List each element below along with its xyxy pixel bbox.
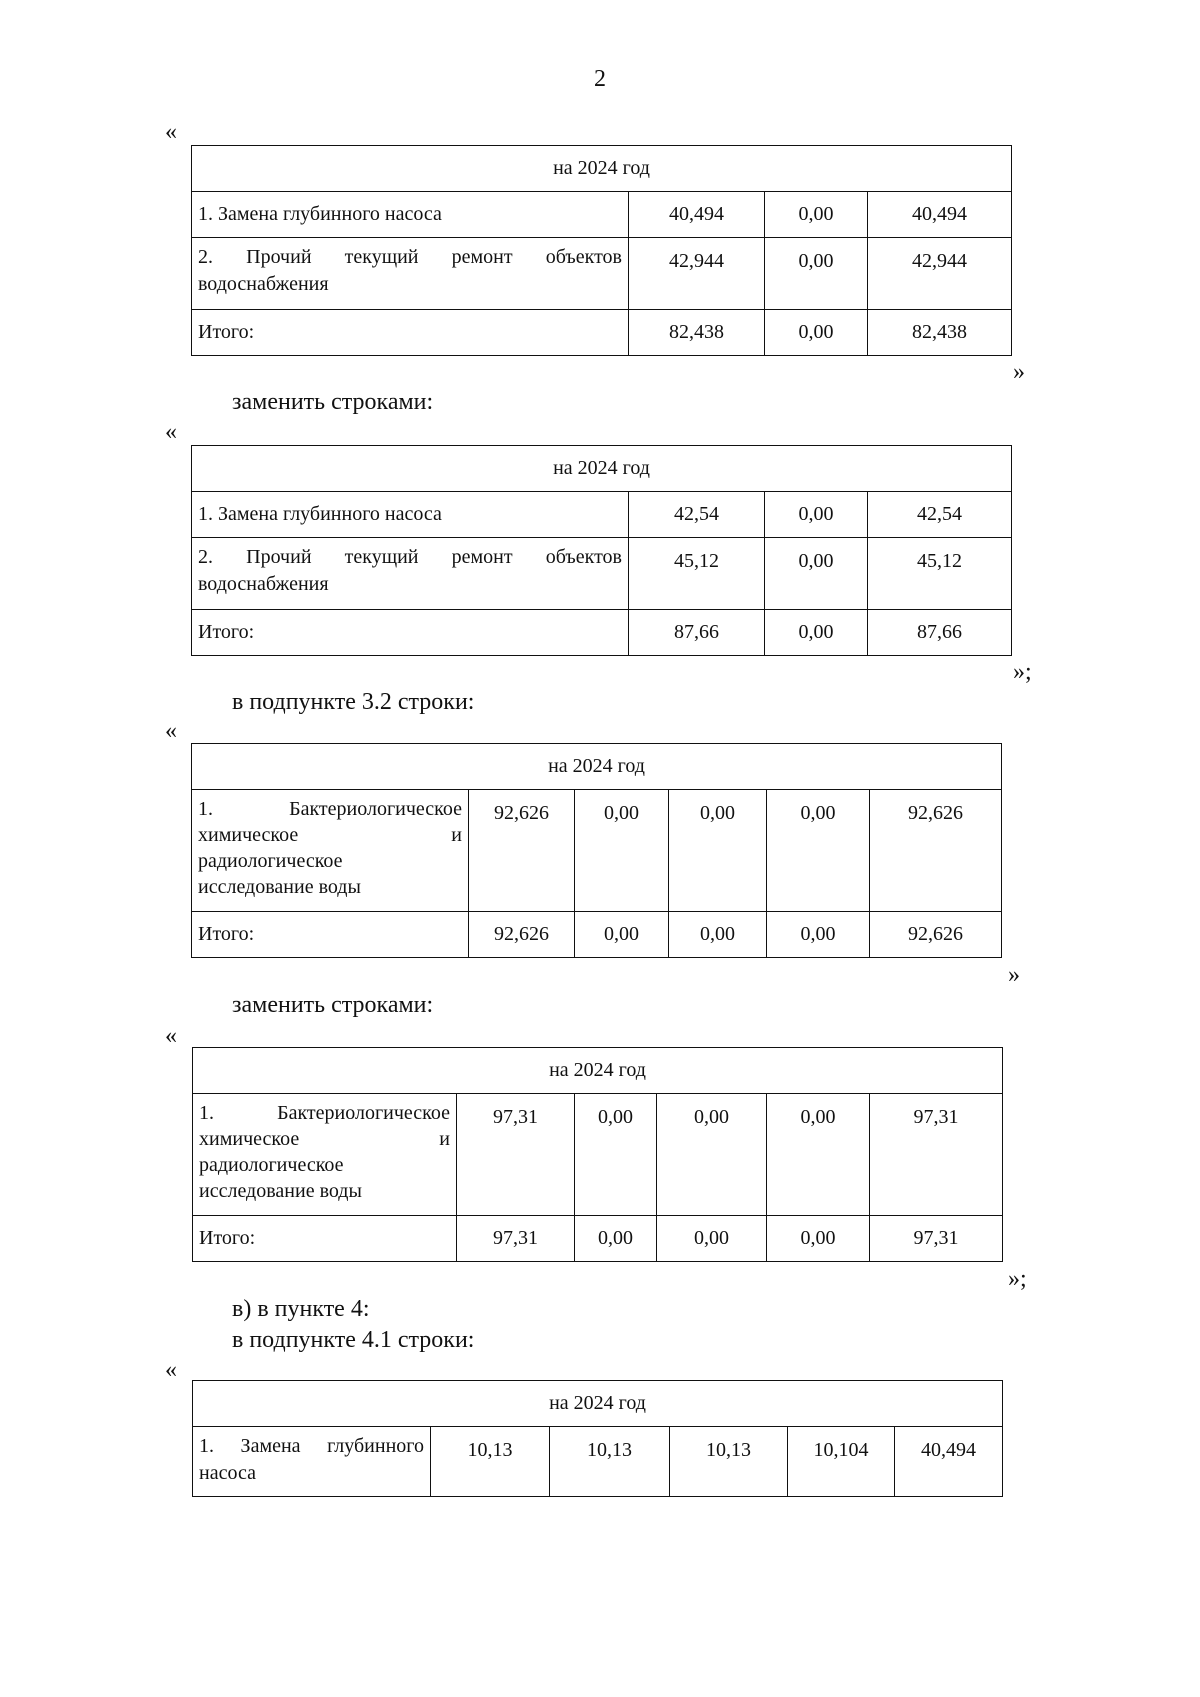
cell: 0,00 (765, 192, 868, 238)
row-label: Итого: (193, 1216, 457, 1262)
row-label (193, 1094, 457, 1216)
cell: 92,626 (469, 912, 575, 958)
cell: 87,66 (868, 610, 1012, 656)
close-quote: » (1008, 962, 1020, 988)
cell: 0,00 (767, 790, 870, 912)
cell: 0,00 (657, 1216, 767, 1262)
cell: 97,31 (457, 1094, 575, 1216)
open-quote: « (165, 419, 177, 445)
table-row (192, 492, 1012, 538)
open-quote: « (165, 1023, 177, 1049)
row-label (193, 1427, 431, 1497)
table-old-3-2 (191, 743, 1002, 958)
table-new-3-2 (192, 1047, 1003, 1262)
row-label: Итого: (192, 610, 629, 656)
page-number: 2 (594, 66, 606, 92)
row-label-line: 1. Бактериологическое (199, 1102, 450, 1124)
row-label (192, 538, 629, 610)
row-label-line: химическое и (198, 824, 462, 846)
cell: 0,00 (767, 1216, 870, 1262)
row-label (192, 790, 469, 912)
row-label-line: водоснабжения (198, 573, 329, 595)
open-quote: « (165, 119, 177, 145)
row-label-line: водоснабжения (198, 273, 329, 295)
table-new-4-1 (191, 445, 1012, 656)
table-row (192, 192, 1012, 238)
cell: 42,54 (868, 492, 1012, 538)
table-old-4-1 (191, 145, 1012, 356)
cell: 92,626 (870, 912, 1002, 958)
table-row (192, 310, 1012, 356)
table-row (193, 1094, 1003, 1216)
paragraph: в подпункте 3.2 строки: (232, 689, 475, 715)
open-quote: « (165, 718, 177, 744)
cell: 0,00 (657, 1094, 767, 1216)
cell: 0,00 (767, 912, 870, 958)
close-quote: » (1013, 359, 1025, 385)
cell: 0,00 (669, 790, 767, 912)
row-label-line: насоса (199, 1462, 256, 1484)
cell: 0,00 (765, 538, 868, 610)
cell: 40,494 (629, 192, 765, 238)
row-label-line: 2. Прочий текущий ремонт объектов (198, 546, 622, 568)
cell: 82,438 (868, 310, 1012, 356)
table-row (192, 238, 1012, 310)
table-header: на 2024 год (193, 1381, 1003, 1427)
row-label-line: 1. Бактериологическое (198, 798, 462, 820)
cell: 42,944 (629, 238, 765, 310)
table-header: на 2024 год (192, 744, 1002, 790)
row-label-line: 2. Прочий текущий ремонт объектов (198, 246, 622, 268)
row-label (192, 238, 629, 310)
cell: 82,438 (629, 310, 765, 356)
cell: 40,494 (868, 192, 1012, 238)
cell: 92,626 (469, 790, 575, 912)
cell: 0,00 (575, 790, 669, 912)
table-header: на 2024 год (192, 146, 1012, 192)
paragraph: заменить строками: (232, 992, 434, 1018)
close-quote: »; (1008, 1266, 1027, 1292)
open-quote: « (165, 1357, 177, 1383)
cell: 87,66 (629, 610, 765, 656)
table-row (192, 538, 1012, 610)
cell: 45,12 (629, 538, 765, 610)
cell: 42,54 (629, 492, 765, 538)
cell: 10,104 (788, 1427, 895, 1497)
table-row (192, 912, 1002, 958)
cell: 92,626 (870, 790, 1002, 912)
row-label-line: радиологическое (198, 850, 343, 872)
cell: 97,31 (870, 1094, 1003, 1216)
row-label-line: химическое и (199, 1128, 450, 1150)
cell: 0,00 (575, 1216, 657, 1262)
paragraph: в) в пункте 4: (232, 1296, 370, 1322)
cell: 0,00 (765, 238, 868, 310)
cell: 40,494 (895, 1427, 1003, 1497)
cell: 0,00 (765, 610, 868, 656)
table-row (192, 610, 1012, 656)
cell: 0,00 (767, 1094, 870, 1216)
cell: 0,00 (669, 912, 767, 958)
cell: 45,12 (868, 538, 1012, 610)
paragraph: в подпункте 4.1 строки: (232, 1327, 475, 1353)
row-label-line: 1. Замена глубинного (199, 1435, 424, 1457)
row-label: Итого: (192, 912, 469, 958)
row-label-line: исследование воды (199, 1180, 362, 1202)
table-row (192, 790, 1002, 912)
cell: 42,944 (868, 238, 1012, 310)
row-label: 1. Замена глубинного насоса (192, 192, 629, 238)
table-header: на 2024 год (192, 446, 1012, 492)
table-header: на 2024 год (193, 1048, 1003, 1094)
cell: 0,00 (575, 1094, 657, 1216)
cell: 10,13 (670, 1427, 788, 1497)
close-quote: »; (1013, 659, 1032, 685)
cell: 0,00 (765, 310, 868, 356)
table-old-4-1-b (192, 1380, 1003, 1497)
cell: 0,00 (575, 912, 669, 958)
row-label-line: исследование воды (198, 876, 361, 898)
paragraph: заменить строками: (232, 389, 434, 415)
row-label: 1. Замена глубинного насоса (192, 492, 629, 538)
cell: 97,31 (870, 1216, 1003, 1262)
cell: 0,00 (765, 492, 868, 538)
table-row (193, 1216, 1003, 1262)
cell: 97,31 (457, 1216, 575, 1262)
cell: 10,13 (431, 1427, 550, 1497)
cell: 10,13 (550, 1427, 670, 1497)
row-label-line: радиологическое (199, 1154, 344, 1176)
row-label: Итого: (192, 310, 629, 356)
table-row (193, 1427, 1003, 1497)
